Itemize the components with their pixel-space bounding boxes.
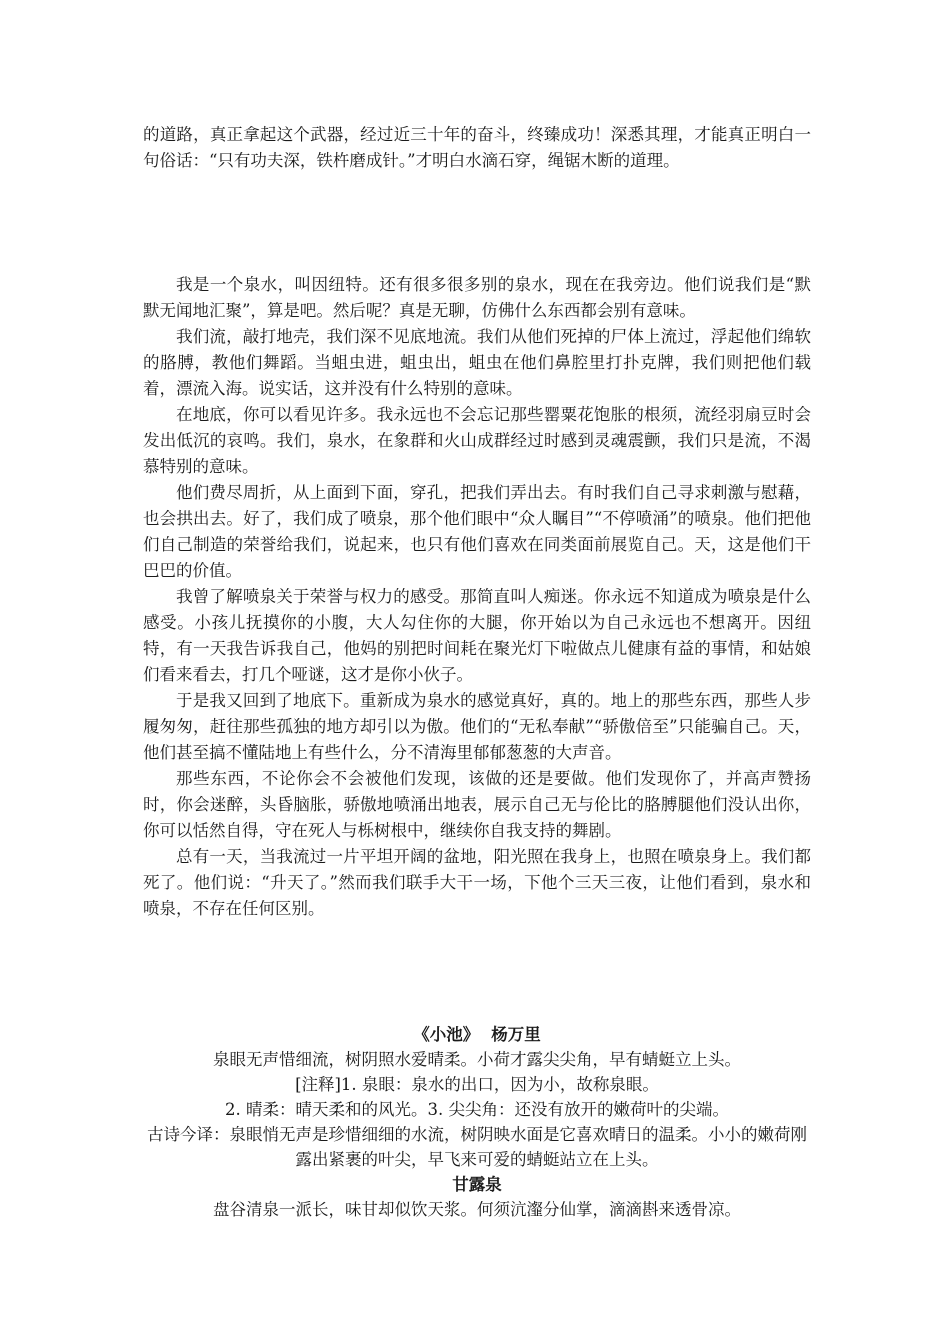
- poem-title: 《小池》: [413, 1025, 480, 1044]
- prose-paragraph-7: 那些东西，不论你会不会被他们发现，该做的还是要做。他们发现你了，并高声赞扬时，你会迷醉，头昏脑胀，骄傲地喷涌出地表，展示自己无与伦比的胳膊腿他们没认出你，你可以恬然自得，守在死人与栎树根中，继续你自我支持的舞剧。: [143, 769, 811, 840]
- prose-paragraph-1: 我是一个泉水，叫因纽特。还有很多很多别的泉水，现在在我旁边。他们说我们是“默默无闻地汇聚”，算是吧。然后呢？真是无聊，仿佛什么东西都会别有意味。: [143, 275, 811, 320]
- poem2-verse: 盘谷清泉一派长，味甘却似饮天浆。何须沆瀣分仙掌，滴滴斟来透骨凉。: [213, 1200, 741, 1219]
- poem-translation: 古诗今译：泉眼悄无声是珍惜细细的水流，树阴映水面是它喜欢晴日的温柔。小小的嫩荷刚露出紧裹的叶尖，早飞来可爱的蜻蜓站立在上头。: [147, 1125, 807, 1169]
- prose-section: [143, 272, 811, 922]
- poem-heading: [143, 1022, 811, 1047]
- prose-paragraph-4: 他们费尽周折，从上面到下面，穿孔，把我们弄出去。有时我们自己寻求刺激与慰藉，也会拱出去。好了，我们成了喷泉，那个他们眼中“众人瞩目”“不停喷涌”的喷泉。他们把他们自己制造的荣誉给我们，说起来，也只有他们喜欢在同类面前展览自己。天，这是他们干巴巴的价值。: [143, 483, 811, 580]
- top-paragraph-block: [143, 122, 811, 174]
- top-paragraph: 的道路，真正拿起这个武器，经过近三十年的奋斗，终臻成功！深悉其理，才能真正明白一句俗话：“只有功夫深，铁杵磨成针。”才明白水滴石穿，绳锯木断的道理。: [143, 125, 811, 170]
- poem-note-2: 2. 晴柔：晴天柔和的风光。3. 尖尖角：还没有放开的嫩荷叶的尖端。: [225, 1100, 729, 1119]
- prose-paragraph-3: 在地底，你可以看见许多。我永远也不会忘记那些罂粟花饱胀的根须，流经羽扇豆时会发出低沉的哀鸣。我们，泉水，在象群和火山成群经过时感到灵魂震颤，我们只是流，不渴慕特别的意味。: [143, 405, 811, 476]
- poem2-title: 甘露泉: [452, 1175, 502, 1194]
- poems-section: [143, 1022, 811, 1222]
- poem-verse: 泉眼无声惜细流，树阴照水爱晴柔。小荷才露尖尖角，早有蜻蜓立上头。: [213, 1050, 741, 1069]
- prose-paragraph-2: 我们流，敲打地壳，我们深不见底地流。我们从他们死掉的尸体上流过，浮起他们绵软的胳膊，教他们舞蹈。当蛆虫进，蛆虫出，蛆虫在他们鼻腔里打扑克牌，我们则把他们载着，漂流入海。说实话，这并没有什么特别的意味。: [143, 327, 811, 398]
- poem-note-1: [注释]1. 泉眼：泉水的出口，因为小，故称泉眼。: [295, 1075, 659, 1094]
- prose-paragraph-5: 我曾了解喷泉关于荣誉与权力的感受。那简直叫人痴迷。你永远不知道成为喷泉是什么感受。小孩儿抚摸你的小腹，大人勾住你的大腿，你开始以为自己永远也不想离开。因纽特，有一天我告诉我自己，他妈的别把时间耗在聚光灯下啦做点儿健康有益的事情，和姑娘们看来看去，打几个哑谜，这才是你小伙子。: [143, 587, 811, 684]
- poem-author: 杨万里: [491, 1025, 541, 1044]
- prose-paragraph-8: 总有一天，当我流过一片平坦开阔的盆地，阳光照在我身上，也照在喷泉身上。我们都死了。他们说：“升天了。”然而我们联手大干一场，下他个三天三夜，让他们看到，泉水和喷泉，不存在任何区别。: [143, 847, 811, 918]
- prose-paragraph-6: 于是我又回到了地底下。重新成为泉水的感觉真好，真的。地上的那些东西，那些人步履匆匆，赶往那些孤独的地方却引以为傲。他们的“无私奉献”“骄傲倍至”只能骗自己。天，他们甚至搞不懂陆地上有些什么，分不清海里郁郁葱葱的大声音。: [143, 691, 811, 762]
